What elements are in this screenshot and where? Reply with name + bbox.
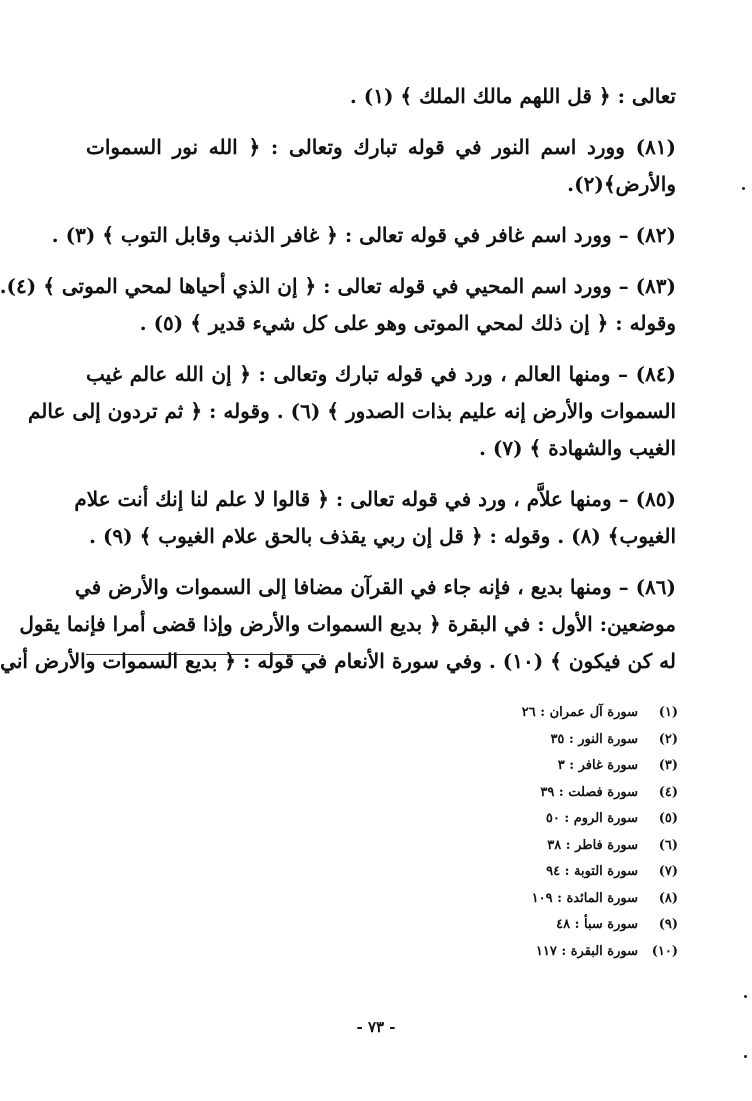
footnote-item <box>378 806 678 833</box>
footnote-number: (٧) <box>658 864 678 879</box>
text-line: تعالى : ﴿ قل اللهم مالك الملك ﴾ (١) . <box>349 84 676 108</box>
footnote-text: سورة فاطر : ٣٨ <box>547 837 638 853</box>
text-line: (٨٤) – ومنها العالم ، ورد في قوله تبارك وتعالى : ﴿ إن الله عالم غيب <box>86 362 676 386</box>
footnote-number: (٨) <box>658 890 678 906</box>
paragraph <box>86 129 676 203</box>
footnote-divider <box>86 654 320 655</box>
text-line: (٨٣) – وورد اسم المحيي في قوله تعالى : ﴿ إن الذي أحياها لمحي الموتى ﴾ (٤). <box>0 274 676 298</box>
scan-speck <box>744 995 747 998</box>
paragraph <box>51 217 676 254</box>
footnote-item <box>378 939 678 966</box>
text-line: السموات والأرض إنه عليم بذات الصدور ﴾ (٦) . وقوله : ﴿ ثم تردون إلى عالم <box>28 399 676 423</box>
footnote-item <box>378 886 678 913</box>
footnote-item <box>378 912 678 939</box>
footnote-text: سورة غافر : ٣ <box>557 758 638 773</box>
paragraph <box>0 569 676 680</box>
footnotes-list <box>378 700 678 965</box>
text-line: الغيوب﴾ (٨) . وقوله : ﴿ قل إن ربي يقذف بالحق علام الغيوب ﴾ (٩) . <box>89 524 676 548</box>
footnote-number: (٣) <box>658 758 678 773</box>
footnote-number: (١) <box>658 705 678 720</box>
footnote-item <box>378 727 678 754</box>
text-line: موضعين: الأول : في البقرة ﴿ بديع السموات والأرض وإذا قضى أمرا فإنما يقول <box>19 612 676 636</box>
text-line: والأرض﴾(٢). <box>567 172 676 196</box>
text-line: وقوله : ﴿ إن ذلك لمحي الموتى وهو على كل شيء قدير ﴾ (٥) . <box>139 311 676 335</box>
text-line: (٨٦) – ومنها بديع ، فإنه جاء في القرآن مضافا إلى السموات والأرض في <box>74 575 676 599</box>
footnote-item <box>378 859 678 886</box>
scan-speck <box>744 1055 747 1058</box>
footnote-text: سورة آل عمران : ٢٦ <box>521 705 638 720</box>
footnote-number: (٢) <box>658 731 678 747</box>
footnote-item <box>378 780 678 807</box>
footnote-number: (٥) <box>658 811 678 826</box>
footnote-item <box>378 700 678 727</box>
text-line: (٨٢) – وورد اسم غافر في قوله تعالى : ﴿ غافر الذنب وقابل التوب ﴾ (٣) . <box>51 223 676 247</box>
footnote-text: سورة البقرة : ١١٧ <box>535 943 638 959</box>
text-line: (٨١) وورد اسم النور في قوله تبارك وتعالى : ﴿ الله نور السموات <box>86 135 676 159</box>
footnote-item <box>378 753 678 780</box>
scan-speck <box>742 187 745 190</box>
footnote-text: سورة الروم : ٥٠ <box>545 811 638 826</box>
footnote-item <box>378 833 678 860</box>
footnote-text: سورة سبأ : ٤٨ <box>556 917 638 932</box>
footnote-text: سورة فصلت : ٣٩ <box>540 784 638 800</box>
footnote-text: سورة التوبة : ٩٤ <box>546 864 638 879</box>
footnote-text: سورة النور : ٣٥ <box>550 731 638 747</box>
paragraph <box>86 78 676 115</box>
paragraph <box>28 356 676 467</box>
footnote-number: (١٠) <box>651 943 678 959</box>
footnote-text: سورة المائدة : ١٠٩ <box>531 890 638 906</box>
paragraph <box>0 268 676 342</box>
main-text <box>0 78 676 694</box>
footnote-number: (٦) <box>658 837 678 853</box>
footnote-number: (٩) <box>658 917 678 932</box>
paragraph <box>74 481 676 555</box>
text-line: الغيب والشهادة ﴾ (٧) . <box>478 436 676 460</box>
text-line: له كن فيكون ﴾ (١٠) . وفي سورة الأنعام في قوله : ﴿ بديع السموات والأرض أني <box>0 649 676 673</box>
text-line: (٨٥) – ومنها علاَّم ، ورد في قوله تعالى : ﴿ قالوا لا علم لنا إنك أنت علام <box>74 487 676 511</box>
page-number: - ٧٣ - <box>356 1018 396 1036</box>
footnote-number: (٤) <box>658 784 678 800</box>
